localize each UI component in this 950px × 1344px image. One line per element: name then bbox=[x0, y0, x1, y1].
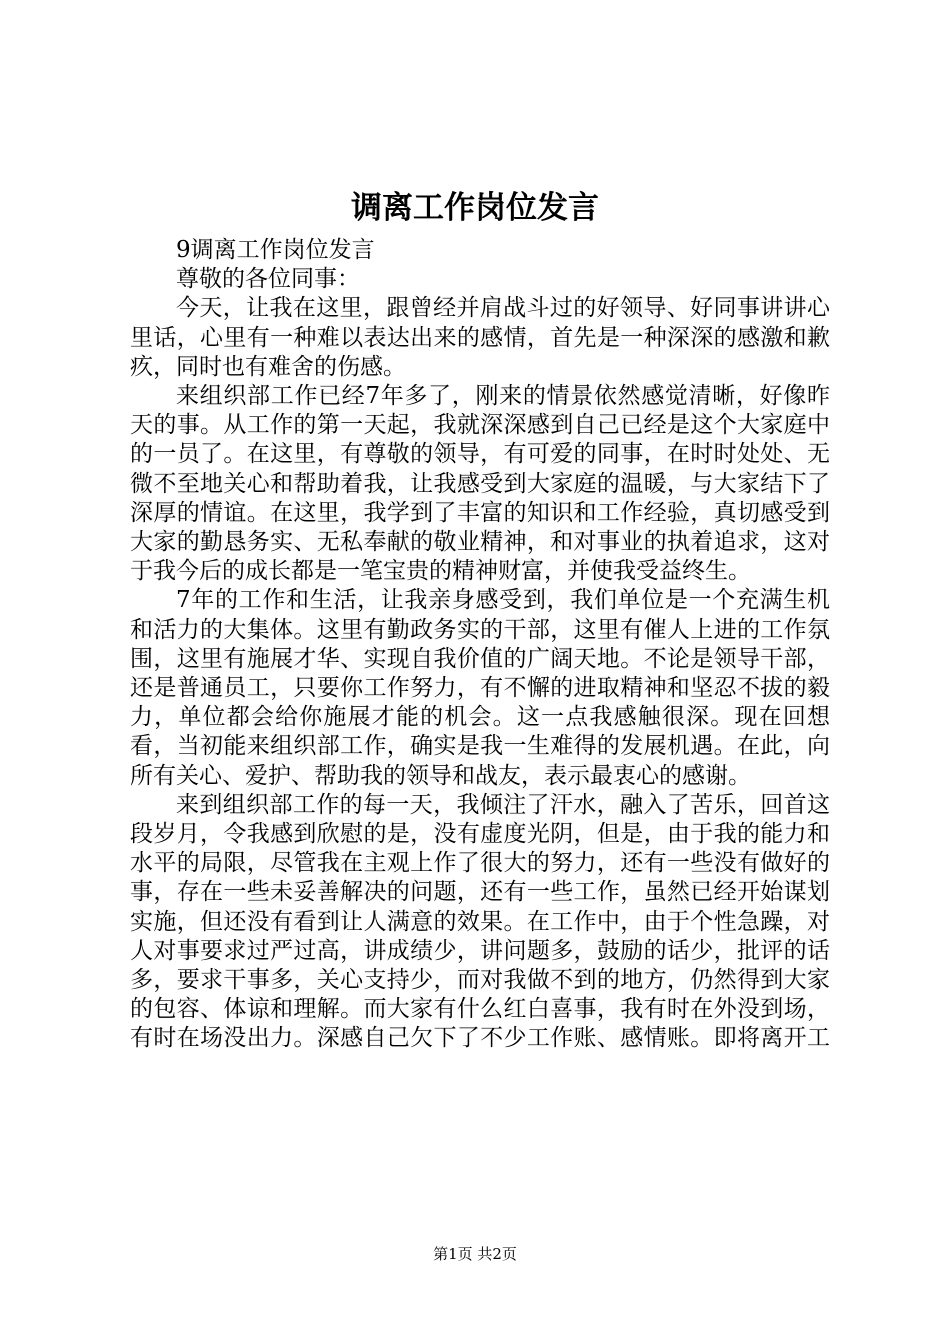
paragraph-opening: 今天，让我在这里，跟曾经并肩战斗过的好领导、好同事讲讲心里话，心里有一种难以表达出来的感情，首先是一种深深的感激和歉疚，同时也有难舍的伤感。 bbox=[130, 295, 830, 380]
paragraph-heading: 9调离工作岗位发言 bbox=[176, 237, 375, 263]
document-body bbox=[130, 236, 830, 1054]
paragraph-gratitude: 7年的工作和生活，让我亲身感受到，我们单位是一个充满生机和活力的大集体。这里有勤政务实的干部，这里有催人上进的工作氛围，这里有施展才华、实现自我价值的广阔天地。不论是领导干部，还是普通员工，只要你工作努力，有不懈的进取精神和坚忍不拔的毅力，单位都会给你施展才能的机会。这一点我感触很深。现在回想看，当初能来组织部工作，确实是我一生难得的发展机遇。在此，向所有关心、爱护、帮助我的领导和战友，表示最衷心的感谢。 bbox=[130, 587, 830, 789]
paragraph-memories: 来组织部工作已经7年多了，刚来的情景依然感觉清晰，好像昨天的事。从工作的第一天起，我就深深感到自己已经是这个大家庭中的一员了。在这里，有尊敬的领导，有可爱的同事，在时时处处、无微不至地关心和帮助着我，让我感受到大家庭的温暖，与大家结下了深厚的情谊。在这里，我学到了丰富的知识和工作经验，真切感受到大家的勤恳务实、无私奉献的敬业精神，和对事业的执着追求，这对于我今后的成长都是一笔宝贵的精神财富，并使我受益终生。 bbox=[130, 383, 830, 585]
paragraph-reflection: 来到组织部工作的每一天，我倾注了汗水，融入了苦乐，回首这段岁月，令我感到欣慰的是，没有虚度光阴，但是，由于我的能力和水平的局限，尽管我在主观上作了很大的努力，还有一些没有做好的事，存在一些未妥善解决的问题，还有一些工作，虽然已经开始谋划实施，但还没有看到让人满意的效果。在工作中，由于个性急躁，对人对事要求过严过高，讲成绩少，讲问题多，鼓励的话少，批评的话多，要求干事多，关心支持少，而对我做不到的地方，仍然得到大家的包容、体谅和理解。而大家有什么红白喜事，我有时在外没到场，有时在场没出力。深感自己欠下了不少工作账、感情账。即将离开工 bbox=[130, 791, 830, 1052]
page-footer: 第1页 共2页 bbox=[433, 1245, 517, 1263]
paragraph-salutation: 尊敬的各位同事： bbox=[176, 266, 360, 293]
document-title: 调离工作岗位发言 bbox=[351, 190, 599, 226]
